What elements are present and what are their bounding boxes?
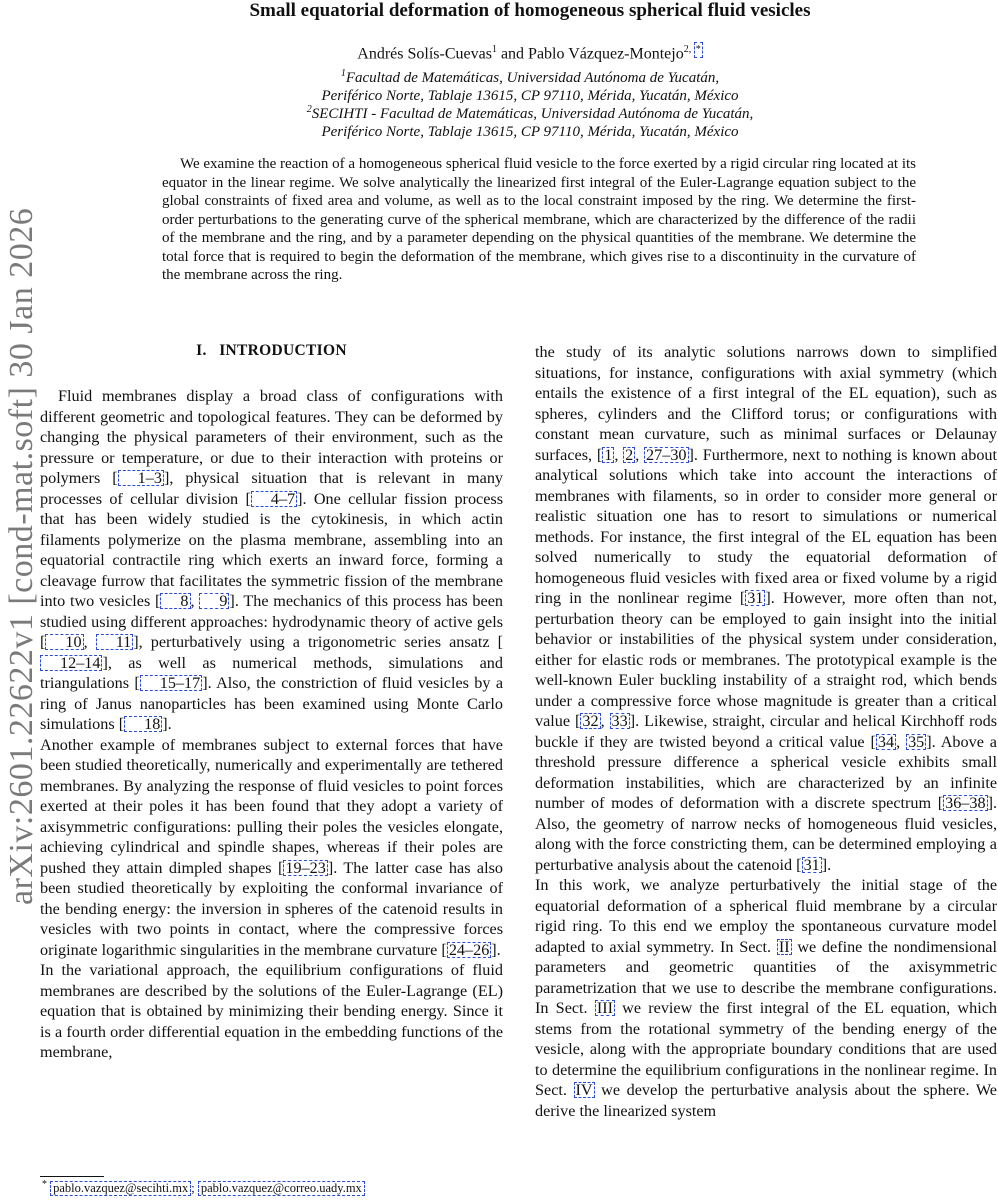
affiliations bbox=[100, 69, 960, 141]
email-link-2[interactable]: pablo.vazquez@correo.uady.mx bbox=[198, 1181, 365, 1196]
intro-paragraph-2: Another example of membranes subject to external forces that have been studied theoretically, numerically and experimentally are tethered membranes. By analyzing the response of fluid vesicles to point forces exerted at their poles it has been found that they adopt a variety of axisymmetric configurations: pulling their poles the vesicles elongate, achieving cylindrical and spindle shapes, whereas if their poles are pushed they attain dimpled shapes [ 19–23 ]. The latter case has also been studied theoretically by exploiting the conformal invariance of the bending energy: the inversion in spheres of the catenoid results in vesicles with two points in contact, where the compressive forces originate logarithmic singularities in the membrane curvature [ 24–26 ]. bbox=[40, 735, 503, 959]
affiliation-2-line-1: $^2$SECIHTI - Facultad de Matemáticas, Universidad Autónoma de Yucatán, bbox=[306, 104, 754, 122]
citation-link[interactable]: 31 bbox=[803, 855, 820, 874]
citation-link[interactable]: 36–38 bbox=[945, 794, 986, 812]
citation-link[interactable]: 11 bbox=[96, 634, 134, 650]
citation-link[interactable]: 31 bbox=[747, 589, 764, 607]
citation-link[interactable]: 1–3 bbox=[118, 470, 164, 486]
citation-link[interactable]: 10 bbox=[45, 634, 83, 650]
section-link[interactable]: II bbox=[778, 937, 790, 956]
abstract: We examine the reaction of a homogeneous spherical fluid vesicle to the force exerted by a rigid circular ring located at its equator in the linear regime. We solve analytically the linearized first integral of the Euler-Lagrange equation subject to the global constraints of fixed area and volume, as well as to the local constraint imposed by the ring. We determine the first-order perturbations to the generating curve of the spherical membrane, which are characterized by the difference of the radii of the membrane and the ring, and by a parameter depending on the physical quantities of the membrane. We determine the total force that is required to begin the deformation of the membrane, which gives rise to a discontinuity in the curvature of the membrane across the ring. bbox=[162, 156, 916, 283]
citation-link[interactable]: 27–30 bbox=[646, 445, 687, 464]
right-column bbox=[535, 342, 997, 1121]
footnote-rule bbox=[40, 1176, 104, 1177]
intro-paragraph-1: Fluid membranes display a broad class of configurations with different geometric and topological features. They can be deformed by changing the physical parameters of their environment, such as the pressure or temperature, or due to their interaction with proteins or polymers [ 1–3 ], physical situation that is relevant in many processes of cellular division [ 4–7 ]. One cellular fission process that has been widely studied is the cytokinesis, in which actin filaments polymerize on the plasma membrane, assembling into an equatorial contractile ring which exerts an inward force, forming a cleavage furrow that facilitates the symmetric fission of the membrane into two vesicles [ 8 , 9 ]. The mechanics of this process has been studied using different approaches: hydrodynamic theory of active gels [ 10 , 11 ], perturbatively using a trigonometric series ansatz [12–14 ], as well as numerical methods, simulations and triangulations [ 15–17 ]. Also, the constriction of fluid vesicles by a ring of Janus nanoparticles has been examined using Monte Carlo simulations [ 18 ]. bbox=[40, 387, 504, 733]
section-heading-introduction: I. INTRODUCTION bbox=[196, 342, 347, 359]
citation-link[interactable]: 9 bbox=[199, 593, 229, 609]
citation-link[interactable]: 35 bbox=[908, 732, 925, 751]
intro-paragraph-4: In this work, we analyze perturbatively the initial stage of the equatorial deformation of a spherical fluid membrane by a circular rigid ring. To this end we employ the spontaneous curvature model adapted to axial symmetry. In Sect. II we define the nondimensional parameters and geometric quantities of the axisymmetric parametrization that we use to describe the membrane configurations. In Sect. III we review the first integral of the EL equation, which stems from the rotational symmetry of the bending energy of the vesicle, along with the appropriate boundary conditions that are used to determine the equilibrium configurations in the nonlinear regime. In Sect. IV we develop the perturbative analysis about the sphere. We derive the linearized system bbox=[535, 876, 997, 1120]
affiliation-2-line-2: Periférico Norte, Tablaje 13615, CP 97110, Mérida, Yucatán, México bbox=[321, 124, 739, 140]
footnote-star-link[interactable]: * bbox=[694, 42, 703, 58]
citation-link[interactable]: 32 bbox=[582, 712, 599, 730]
citation-link[interactable]: 33 bbox=[611, 712, 628, 730]
author-2: Pablo Vázquez-Montejo bbox=[528, 45, 684, 63]
intro-paragraph-3: In the variational approach, the equilibrium configurations of fluid membranes are described by the solutions of the Euler-Lagrange (EL) equation that is obtained by minimizing their bending energy. Since it is a fourth order differential equation in the embedding functions of the membrane, bbox=[40, 961, 503, 1061]
author-1: Andrés Solís-Cuevas bbox=[357, 45, 492, 63]
arxiv-sidebar-id: arXiv:2601.22622v1 [cond-mat.soft] 30 Jan 2026 bbox=[3, 207, 40, 905]
citation-link[interactable]: 15–17 bbox=[140, 675, 202, 691]
citation-link[interactable]: 2 bbox=[625, 445, 634, 464]
author-join: and bbox=[496, 45, 529, 63]
footnote-emails: * pablo.vazquez@secihti.mx ; pablo.vazquez@correo.uady.mx bbox=[42, 1180, 365, 1196]
author-list bbox=[100, 42, 960, 63]
section-link[interactable]: III bbox=[596, 999, 613, 1017]
intro-paragraph-3-cont: the study of its analytic solutions narrows down to simplified situations, for instance, configurations with axial symmetry (which entails the existence of a first integral of the EL equation), such as spheres, cylinders and the Clifford torus; or configurations with constant mean curvature, such as minimal surfaces or Delaunay surfaces, [ 1 , 2 , 27–30 ]. Furthermore, next to nothing is known about analytical solutions which take into account the interactions of membranes with filaments, so in order to consider more general or realistic situation one has to resort to simulations or numerical methods. For instance, the first integral of the EL equation has been solved numerically to study the equatorial deformation of homogeneous fluid vesicles with fixed area or fixed volume by a rigid ring in the nonlinear regime [ 31 ]. However, more often than not, perturbation theory can be employed to gain insight into the initial behavior or instabilities of the physical system under consideration, either for elastic rods or membranes. The prototypical example is the well-known Euler buckling instability of a straight rod, which bends under a compressive force whose magnitude is greater than a critical value [ 32 , 33 ]. Likewise, straight, circular and helical Kirchhoff rods buckle if they are twisted beyond a critical value [ 34 , 35 ]. Above a threshold pressure difference a spherical vesicle exhibits small deformation instabilities, which are characterized by an infinite number of modes of deformation with a discrete spectrum [ 36–38 ]. Also, the geometry of narrow necks of homogeneous fluid vesicles, along with the force constricting them, can be determined employing a perturbative analysis about the catenoid [ 31 ]. bbox=[535, 343, 998, 874]
author-2-affil: 2, * bbox=[684, 44, 703, 55]
citation-link[interactable]: 1 bbox=[604, 445, 613, 464]
email-link-1[interactable]: pablo.vazquez@secihti.mx bbox=[50, 1181, 191, 1196]
left-column bbox=[40, 386, 503, 1063]
affiliation-1-line-2: Periférico Norte, Tablaje 13615, CP 97110, Mérida, Yucatán, México bbox=[321, 88, 739, 104]
affiliation-1-line-1: $^1$Facultad de Matemáticas, Universidad Autónoma de Yucatán, bbox=[340, 68, 720, 86]
citation-link[interactable]: 4–7 bbox=[251, 491, 297, 507]
citation-link[interactable]: 8 bbox=[160, 593, 190, 609]
author-1-affil: 1 bbox=[491, 44, 497, 55]
citation-link[interactable]: 24–26 bbox=[448, 940, 490, 959]
citation-link[interactable]: 18 bbox=[124, 716, 162, 732]
section-link[interactable]: IV bbox=[575, 1081, 593, 1099]
citation-link[interactable]: 12–14 bbox=[40, 655, 102, 671]
citation-link[interactable]: 34 bbox=[877, 732, 895, 751]
paper-title: Small equatorial deformation of homogeneous spherical fluid vesicles bbox=[249, 0, 811, 21]
citation-link[interactable]: 19–23 bbox=[285, 858, 326, 877]
